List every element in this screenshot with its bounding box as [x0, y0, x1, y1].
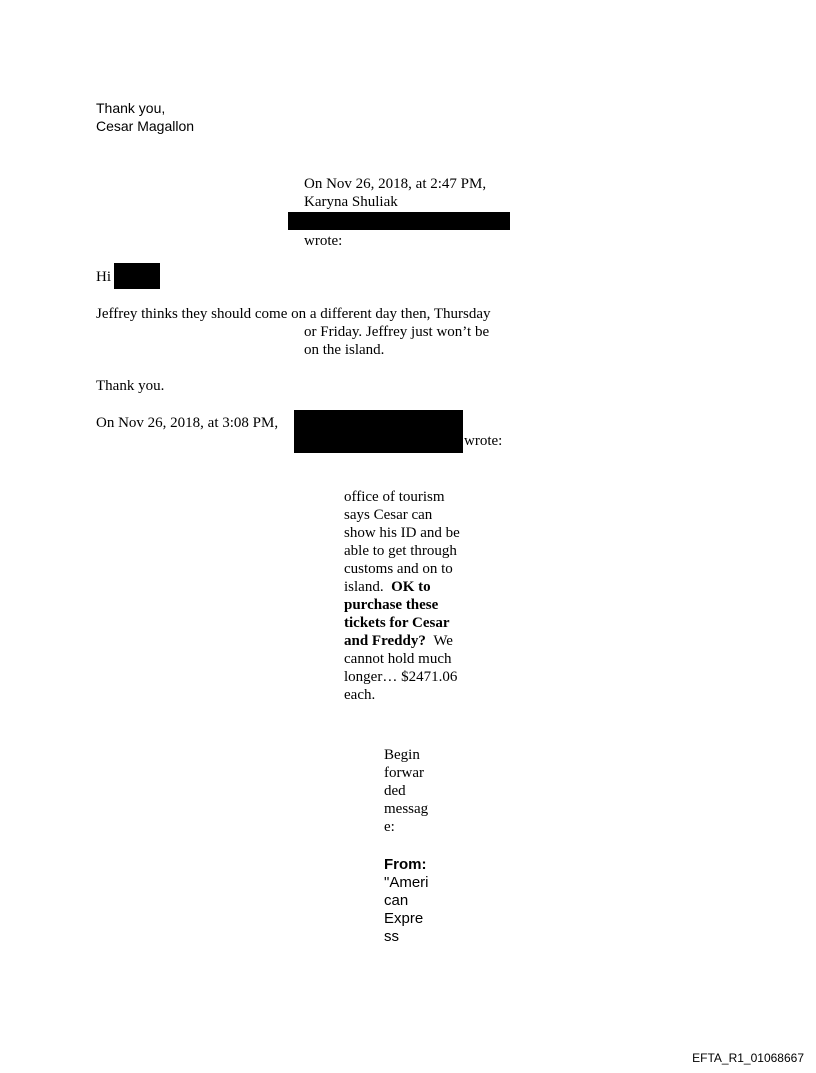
- reply1-body-line3: on the island.: [304, 342, 385, 358]
- reply1-body-line1: Jeffrey thinks they should come on a different day then, Thursday: [96, 306, 491, 322]
- message-line: longer… $2471.06: [344, 669, 458, 685]
- redaction-bar: [114, 263, 160, 289]
- reply1-closing: Thank you.: [96, 378, 165, 394]
- message-line: show his ID and be: [344, 525, 460, 541]
- message-line: each.: [344, 687, 376, 703]
- message-bold: and Freddy?: [344, 633, 426, 649]
- message-line: customs and on to: [344, 561, 453, 577]
- forwarded-begin-line: e:: [384, 819, 395, 835]
- signoff-block: [96, 99, 194, 135]
- forwarded-from-line: Expre: [384, 910, 424, 927]
- reply1-header-sender: Karyna Shuliak: [304, 194, 398, 210]
- forwarded-begin-line: Begin: [384, 747, 420, 763]
- message-text: island.: [344, 579, 384, 595]
- message-bold-line: tickets for Cesar: [344, 615, 450, 631]
- message-line-mixed: [344, 578, 484, 596]
- reply1-header: [304, 175, 486, 211]
- reply1-greeting: Hi: [96, 269, 111, 285]
- redaction-bar: [288, 212, 510, 230]
- message-line: says Cesar can: [344, 507, 433, 523]
- document-id: EFTA_R1_01068667: [692, 1051, 804, 1065]
- message-line: office of tourism: [344, 489, 445, 505]
- forwarded-from-line: can: [384, 892, 409, 909]
- message-bold: OK to: [391, 579, 431, 595]
- reply1-wrote: wrote:: [304, 233, 343, 249]
- forwarded-begin-line: forwar: [384, 765, 424, 781]
- message-line-mixed: [344, 632, 484, 650]
- message-line: able to get through: [344, 543, 457, 559]
- signoff-name: Cesar Magallon: [96, 118, 195, 134]
- forwarded-from-line: "Ameri: [384, 874, 429, 891]
- message-body: [344, 488, 484, 704]
- forwarded-from-line: ss: [384, 928, 399, 945]
- reply2-header: On Nov 26, 2018, at 3:08 PM,: [96, 415, 279, 431]
- reply1-header-date: On Nov 26, 2018, at 2:47 PM,: [304, 176, 487, 192]
- redaction-bar: [294, 410, 463, 453]
- reply2-wrote: wrote:: [464, 433, 503, 449]
- forwarded-begin: [384, 746, 428, 836]
- forwarded-begin-line: messag: [384, 801, 429, 817]
- forwarded-from-label: From:: [384, 856, 427, 873]
- message-bold-line: purchase these: [344, 597, 439, 613]
- reply1-body-line2: or Friday. Jeffrey just won’t be: [304, 324, 490, 340]
- signoff-thanks: Thank you,: [96, 100, 166, 116]
- forwarded-from: [384, 856, 429, 946]
- message-text: We: [433, 633, 453, 649]
- forwarded-begin-line: ded: [384, 783, 406, 799]
- message-line: cannot hold much: [344, 651, 452, 667]
